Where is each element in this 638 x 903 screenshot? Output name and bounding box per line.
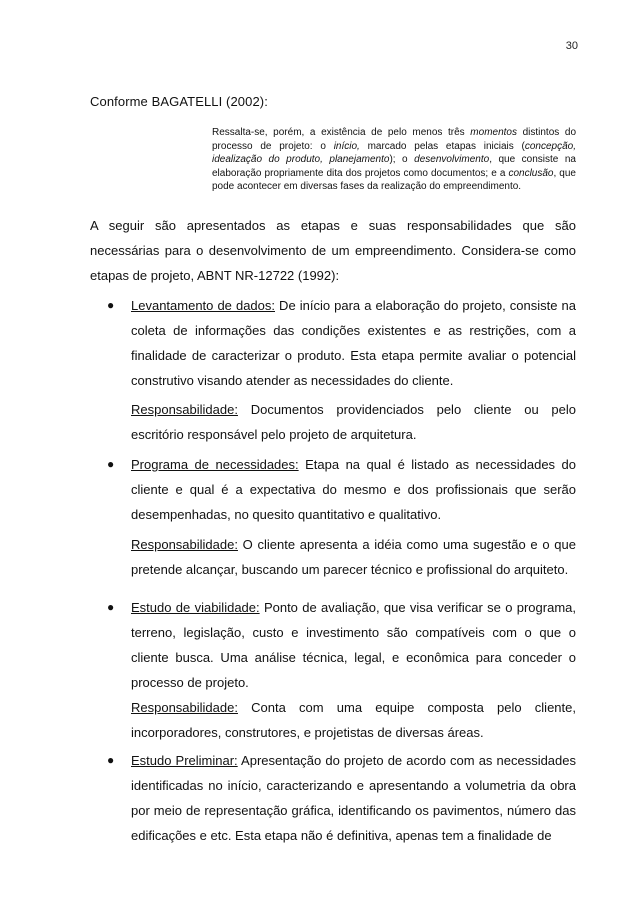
responsibility-text: O cliente apresenta a idéia como uma sugestão e o que pretende alcançar, buscando um parecer técnico e profissional do arquiteto. — [131, 537, 576, 577]
body-paragraph: A seguir são apresentados as etapas e suas responsabilidades que são necessárias para o desenvolvimento de um empreendimento. Considera-se como etapas de projeto, ABNT NR-12722 (1992): — [90, 218, 576, 284]
responsibility-text: Conta com uma equipe composta pelo cliente, incorporadores, construtores, e projetistas de diversas áreas. — [131, 700, 576, 740]
responsibility-label: Responsabilidade: — [131, 537, 238, 552]
responsibility-paragraph — [131, 397, 576, 447]
item-title: Programa de necessidades: — [131, 457, 299, 472]
page-number: 30 — [565, 40, 578, 52]
list-item — [107, 293, 576, 393]
bullet-icon: ● — [107, 298, 115, 312]
block-quote: Ressalta-se, porém, a existência de pelo menos três momentos distintos do processo de projeto: o início, marcado pelas etapas iniciais (concepção, idealização do produto, planejamento); o desenvolvimento, que consiste na elaboração propriamente dita dos projetos como documentos; e a conclusão, que pode acontecer em diversas fases da realização do empreendimento. — [212, 127, 577, 193]
responsibility-text: Documentos providenciados pelo cliente ou pelo escritório responsável pelo projeto de arquitetura. — [131, 402, 576, 442]
bullet-icon: ● — [107, 600, 115, 614]
item-title: Estudo Preliminar: — [131, 753, 238, 768]
item-text: De início para a elaboração do projeto, consiste na coleta de informações das condições existentes e as restrições, com a finalidade de caracterizar o produto. Esta etapa permite avaliar o potencial construtivo visando atender as necessidades do cliente. — [131, 298, 576, 388]
item-title: Levantamento de dados: — [131, 298, 275, 313]
item-text: Etapa na qual é listado as necessidades do cliente e qual é a expectativa do mesmo e dos profissionais que serão desempenhadas, no quesito quantitativo e qualitativo. — [131, 457, 577, 522]
responsibility-label: Responsabilidade: — [131, 402, 238, 417]
bullet-icon: ● — [107, 753, 115, 767]
item-text: Apresentação do projeto de acordo com as necessidades identificadas no início, caracterizando e apresentando a volumetria da obra por meio de representação gráfica, identificando os pavimentos, número das edificações e etc. Esta etapa não é definitiva, apenas tem a finalidade de — [131, 753, 576, 843]
responsibility-paragraph — [131, 532, 576, 582]
item-title: Estudo de viabilidade: — [131, 600, 260, 615]
bullet-icon: ● — [107, 457, 115, 471]
list-item — [107, 595, 576, 695]
item-text: Ponto de avaliação, que visa verificar se o programa, terreno, legislação, custo e investimento são compatíveis com o que o cliente busca. Uma análise técnica, legal, e econômica para conceder o processo de projeto. — [131, 600, 576, 690]
intro-line: Conforme BAGATELLI (2002): — [90, 94, 268, 109]
list-item — [107, 748, 576, 848]
responsibility-paragraph — [131, 695, 576, 745]
responsibility-label: Responsabilidade: — [131, 700, 238, 715]
list-item — [107, 452, 577, 527]
